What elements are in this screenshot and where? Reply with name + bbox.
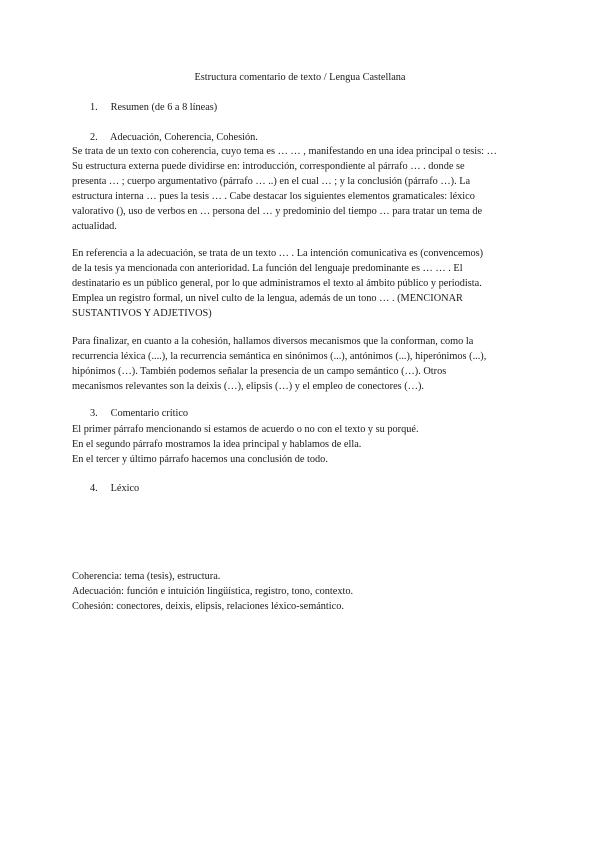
section-heading-adecuacion (90, 131, 258, 145)
section-heading-critico (90, 407, 188, 421)
paragraph-adecuacion (72, 246, 537, 321)
text-line: Se trata de un texto con coherencia, cuyo tema es … … , manifestando en una idea principal o tesis: … (72, 146, 497, 157)
text-line: SUSTANTIVOS Y ADJETIVOS) (72, 308, 212, 319)
document-title: Estructura comentario de texto / Lengua Castellana (194, 72, 406, 83)
section-title: Comentario crítico (110, 408, 189, 419)
text-line: estructura interna … pues la tesis … . Cabe destacar los siguientes elementos gramaticales: léxico (72, 191, 475, 202)
critico-line: En el tercer y último párrafo hacemos una conclusión de todo. (72, 454, 328, 465)
summary-line: Coherencia: tema (tesis), estructura. (72, 571, 221, 582)
text-line: Para finalizar, en cuanto a la cohesión, hallamos diversos mecanismos que la conforman, como la (72, 336, 474, 347)
text-line: presenta … ; cuerpo argumentativo (párrafo … ..) en el cual … ; y la conclusión (párrafo …). La (72, 176, 471, 187)
critico-line: En el segundo párrafo mostramos la idea principal y hablamos de ella. (72, 439, 362, 450)
text-line: valorativo (), uso de verbos en … persona del … y predominio del tiempo … para tratar un tema de (72, 206, 483, 217)
section-title: Léxico (110, 483, 140, 494)
summary-line: Cohesión: conectores, deixis, elipsis, relaciones léxico-semántico. (72, 601, 344, 612)
critico-line: El primer párrafo mencionando si estamos de acuerdo o no con el texto y su porqué. (72, 424, 419, 435)
summary-line: Adecuación: función e intuición lingüística, registro, tono, contexto. (72, 586, 354, 597)
text-line: En referencia a la adecuación, se trata de un texto … . La intención comunicativa es (convencemos) (72, 248, 484, 259)
section-number: 2. (90, 132, 98, 143)
text-line: actualidad. (72, 221, 117, 232)
section-title: Adecuación, Coherencia, Cohesión. (110, 132, 258, 143)
text-line: destinatario es un público general, por lo que administramos el texto al ámbito público y periodista. (72, 278, 482, 289)
section-number: 3. (90, 408, 98, 419)
text-line: mecanismos relevantes son la deixis (…), elipsis (…) y el empleo de conectores (…). (72, 381, 424, 392)
paragraph-cohesion (72, 334, 537, 394)
section-number: 1. (90, 102, 98, 113)
text-line: Su estructura externa puede dividirse en: introducción, correspondiente al párrafo … . donde se (72, 161, 465, 172)
section-heading-lexico (90, 482, 139, 496)
section-heading-resumen (90, 101, 217, 115)
text-line: Emplea un registro formal, un nivel culto de la lengua, además de un tono … . (MENCIONAR (72, 293, 463, 304)
section-title: Resumen (de 6 a 8 líneas) (110, 102, 218, 113)
text-line: recurrencia léxica (....), la recurrencia semántica en sinónimos (...), antónimos (...), hiperónimos (...), (72, 351, 487, 362)
text-line: hipónimos (…). También podemos señalar la presencia de un campo semántico (…). Otros (72, 366, 447, 377)
text-line: de la tesis ya mencionada con anterioridad. La función del lenguaje predominante es … … . El (72, 263, 463, 274)
paragraph-coherencia (72, 144, 537, 234)
section-number: 4. (90, 483, 98, 494)
